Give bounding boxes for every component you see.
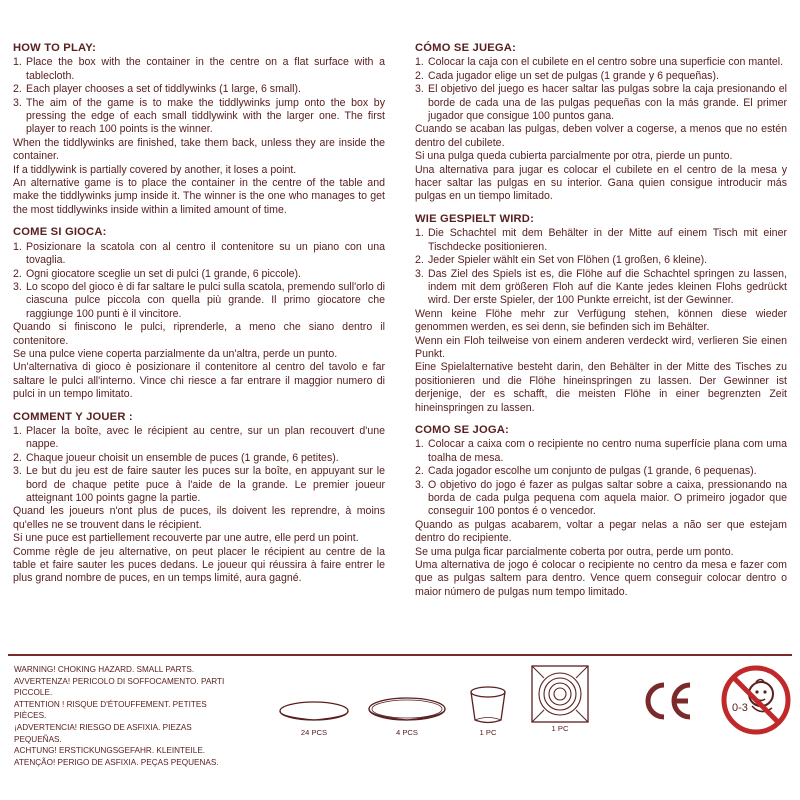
section-title: HOW TO PLAY: [13,42,96,54]
large-tiddlywink-icon [366,694,448,728]
step-text: The aim of the game is to make the tiddlywinks jump onto the box by pressing the edge of each small tiddlywink with the larger one. The first player to reach 100 points is the winner. [26,96,385,136]
step-item [13,281,385,321]
step-item [415,438,787,465]
steps-list [13,56,385,136]
ce-mark-icon [640,680,694,722]
not-for-under-3-icon [720,664,792,736]
paragraph: Wenn keine Flöhe mehr zur Verfügung stehen, können diese wieder genommen werden, es sei denn, sie befinden sich im Behälter. [415,307,787,334]
paragraph: Quand les joueurs n'ont plus de puces, ils doivent les reprendre, à moins qu'elles ne se trouvent dans le récipient. [13,505,385,531]
step-number: 3. [415,478,424,491]
paragraph: When the tiddlywinks are finished, take them back, unless they are inside the container. [13,136,385,163]
paragraph: Cuando se acaban las pulgas, deben volver a cogerse, a menos que no estén dentro del cubilete. [415,123,787,149]
step-item [13,97,385,137]
age-label: 0-3 [732,702,748,714]
paragraph: An alternative game is to place the container in the centre of the table and make the tiddlywinks jump inside it. The winner is the one who manages to get the most tiddlywinks inside within a limited amount of time. [13,177,385,216]
section-title: WIE GESPIELT WIRD: [415,212,534,225]
step-text: Ogni giocatore sceglie un set di pulci (1 grande, 6 piccole). [26,267,302,280]
step-number: 2. [13,451,22,464]
paragraph: Quando as pulgas acabarem, voltar a pegar nelas a não ser que estejam dentro do recipiente. [415,518,787,545]
paragraph: Wenn ein Floh teilweise von einem anderen verdeckt wird, verlieren Sie einen Punkt. [415,334,787,360]
step-number: 3. [415,83,424,96]
section-spanish [415,42,787,204]
section-portuguese [415,424,787,599]
step-text: Posizionare la scatola con al centro il contenitore su un piano con una tovaglia. [26,240,385,267]
step-item [415,83,787,123]
step-number: 2. [415,69,424,82]
paragraph: Quando si finiscono le pulci, riprenderle, a meno che siano dentro il contenitore. [13,321,385,347]
paragraph: Se una pulce viene coperta parzialmente da un'altra, perde un punto. [13,347,338,360]
step-text: Das Ziel des Spiels ist es, die Flöhe auf die Schachtel springen zu lassen, indem mit dem größeren Floh auf die Kante jedes kleinen Flohs gedrückt wird. Der erste Spieler, der 100 Punkte erreicht, ist der Gewinner. [428,267,787,307]
step-text: El objetivo del juego es hacer saltar las pulgas sobre la caja presionando el borde de cada una de las pulgas pequeñas con la más grande. El primer jugador que consigue 100 puntos gana. [428,83,787,123]
section-title: CÓMO SE JUEGA: [415,42,517,54]
paragraph: Si une puce est partiellement recouverte par une autre, elle perd un point. [13,532,359,545]
step-text: Le but du jeu est de faire sauter les puces sur la boîte, en appuyant sur le bord de chaque petite puce à l'aide de la grande. Le premier joueur atteignant 100 points gagne la partie. [26,465,385,504]
step-number: 3. [13,280,22,293]
step-item [415,479,787,519]
step-text: O objetivo do jogo é fazer as pulgas saltar sobre a caixa, pressionando na borda de cada pulga pequena com aquela maior. O primeiro jogador que conseguir 100 pontos é o vencedor. [428,478,787,518]
divider [8,654,792,656]
step-number: 1. [13,240,22,253]
step-text: Placer la boîte, avec le récipient au centre, sur un plan recouvert d'une nappe. [26,424,385,451]
steps-list [415,227,787,307]
step-number: 3. [415,267,424,280]
step-number: 2. [415,465,424,478]
steps-list [415,438,787,518]
steps-list [13,241,385,321]
step-item [415,70,787,83]
step-item [13,465,385,505]
warning-line: ACHTUNG! ERSTICKUNGSGEFAHR. KLEINTEILE. [14,746,206,756]
section-title: COME SI GIOCA: [13,226,107,239]
part-count: 24 PCS [300,728,328,737]
step-text: Cada jogador escolhe um conjunto de pulgas (1 grande, 6 pequenas). [428,465,757,478]
step-item [415,465,787,478]
step-number: 3. [13,96,22,109]
section-title: COMO SE JOGA: [415,423,509,436]
step-number: 3. [13,465,22,478]
paragraph: Si una pulga queda cubierta parcialmente por otra, pierde un punto. [415,150,733,163]
right-column [415,42,787,608]
section-title: COMMENT Y JOUER : [13,410,133,423]
step-text: Jeder Spieler wählt ein Set von Flöhen (1 großen, 6 kleine). [428,254,708,267]
warning-line: ATENÇÃO! PERIGO DE ASFIXIA. PEÇAS PEQUENAS. [14,757,219,767]
step-text: Colocar la caja con el cubilete en el centro sobre una superficie con mantel. [428,56,784,69]
step-text: Place the box with the container in the centre on a flat surface with a tablecloth. [26,56,385,82]
section-german [415,213,787,415]
step-number: 2. [13,83,22,96]
step-item [13,241,385,268]
step-item [415,254,787,267]
section-french [13,411,385,586]
part-count: 4 PCS [396,728,418,737]
section-italian [13,226,385,401]
step-text: Cada jugador elige un set de pulgas (1 grande y 6 pequeñas). [428,69,719,82]
paragraph: Comme règle de jeu alternative, on peut placer le récipient au centre de la table et faire sauter les puces dedans. Le joueur qui réussira à faire entrer le plus grand nombre de puces, en un temps limité, aura gagné. [13,545,385,585]
step-item [415,268,787,308]
warning-line: AVVERTENZA! PERICOLO DI SOFFOCAMENTO. PARTI PICCOLE. [14,676,225,698]
step-item [13,83,385,96]
step-number: 1. [13,424,22,437]
left-column [13,42,385,595]
step-text: Chaque joueur choisit un ensemble de puces (1 grande, 6 petites). [26,451,339,464]
steps-list [13,425,385,505]
step-text: Colocar a caixa com o recipiente no centro numa superfície plana com uma toalha de mesa. [428,438,787,464]
part-small-tiddlywinks [276,698,352,737]
step-number: 1. [13,56,22,69]
step-text: Each player chooses a set of tiddlywinks (1 large, 6 small). [26,83,301,96]
step-number: 1. [415,227,424,240]
step-number: 1. [415,438,424,451]
step-item [13,56,385,83]
step-number: 2. [13,267,22,280]
step-number: 1. [415,56,424,69]
paragraph: Una alternativa para jugar es colocar el cubilete en el centro de la mesa y hacer saltar las pulgas en su interior. Gana quien consigue introducir más pulgas en un tiempo limitado. [415,163,787,203]
step-text: Die Schachtel mit dem Behälter in der Mitte auf einem Tisch mit einer Tischdecke positionieren. [428,227,787,253]
step-item [415,56,787,69]
step-number: 2. [415,254,424,267]
step-text: Lo scopo del gioco è di far saltare le pulci sulla scatola, premendo sull'orlo di ciascuna pulce piccola con quella più grande. Il primo giocatore che raggiunge 100 punti è il vincitore. [26,280,385,320]
step-item [13,452,385,465]
section-english [13,42,385,217]
cup-icon [466,684,510,728]
part-cup [466,684,510,737]
paragraph: Un'alternativa di gioco è posizionare il contenitore al centro del tavolo e far saltare le pulci all'interno. Vince chi riesce a far entrare il maggior numero di pulci in un tempo limitato. [13,361,385,401]
paragraph: If a tiddlywink is partially covered by another, it loses a point. [13,163,297,176]
part-target-box [530,664,590,733]
step-item [13,425,385,452]
part-count: 1 PC [479,728,497,737]
paragraph: Eine Spielalternative besteht darin, den Behälter in der Mitte des Tisches zu positionieren und die Flöhe hineinspringen zu lassen. Der Gewinner ist derjenige, der es schafft, die meisten Flöhe in einer begrenzten Zeit hineinspringen zu lassen. [415,361,787,414]
paragraph: Se uma pulga ficar parcialmente coberta por outra, perde um ponto. [415,545,734,558]
small-tiddlywink-icon [276,698,352,728]
warning-line: WARNING! CHOKING HAZARD. SMALL PARTS. [14,665,195,674]
choking-warnings [14,664,239,768]
step-item [415,227,787,254]
warning-line: ATTENTION ! RISQUE D'ÉTOUFFEMENT. PETITES PIÈCES. [14,699,207,721]
part-count: 1 PC [551,724,569,733]
step-item [13,268,385,281]
target-box-icon [530,664,590,726]
steps-list [415,56,787,123]
part-large-tiddlywinks [366,694,448,737]
paragraph: Uma alternativa de jogo é colocar o recipiente no centro da mesa e fazer com que as pulgas saltem para dentro. Vence quem conseguir colocar dentro o maior número de pulgas num tempo limitado. [415,559,787,598]
warning-line: ¡ADVERTENCIA! RIESGO DE ASFIXIA. PIEZAS PEQUEÑAS. [14,722,192,744]
